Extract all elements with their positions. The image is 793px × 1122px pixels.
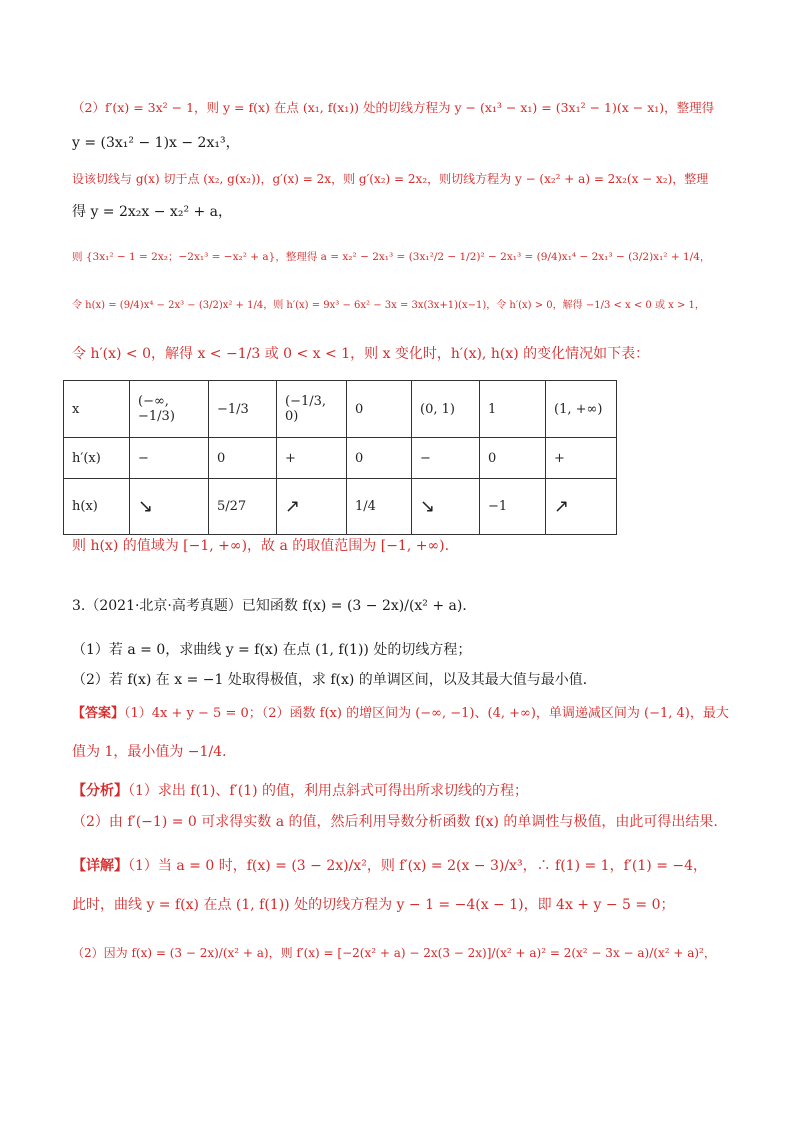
table-cell: − <box>130 438 209 479</box>
problem-statement: 3.（2021·北京·高考真题）已知函数 f(x) = (3 − 2x)/(x² + a)． <box>72 598 477 614</box>
increasing-arrow-icon: ↗ <box>277 479 347 535</box>
solution-line-2: y = (3x₁² − 1)x − 2x₁³， <box>72 135 240 151</box>
answer-line-1 <box>72 704 732 724</box>
table-cell: 0 <box>347 381 412 438</box>
table-cell: (−1/3, 0) <box>277 381 347 438</box>
solution-line-4: 得 y = 2x₂x − x₂² + a， <box>72 204 233 220</box>
answer-text: （1）4x + y − 5 = 0；（2）函数 f(x) 的增区间为 (−∞, −1)、(4, +∞)，单调递减区间为 (−1, 4)，最大 <box>124 706 729 721</box>
solution-line-3: 设该切线与 g(x) 切于点 (x₂, g(x₂))，g′(x) = 2x，则 g′(x₂) = 2x₂，则切线方程为 y − (x₂² + a) = 2x₂(x − x₂)，整理 <box>72 172 709 186</box>
table-cell: 0 <box>347 438 412 479</box>
table-cell: 1/4 <box>347 479 412 535</box>
analysis-line-2: （2）由 f′(−1) = 0 可求得实数 a 的值，然后利用导数分析函数 f(x) 的单调性与极值，由此可得出结果. <box>72 814 718 830</box>
decreasing-arrow-icon: ↘ <box>130 479 209 535</box>
solution-line-5: 则 {3x₁² − 1 = 2x₂；−2x₁³ = −x₂² + a}，整理得 a = x₂² − 2x₁³ = (3x₁²/2 − 1/2)² − 2x₁³ = (9/4)x₁⁴ − 2x₁³ − (3/2)x₁² + 1/4， <box>72 251 711 263</box>
detail-line-1 <box>72 856 732 876</box>
solution-line-8: 则 h(x) 的值域为 [−1, +∞)，故 a 的取值范围为 [−1, +∞). <box>72 538 450 554</box>
answer-line-2: 值为 1，最小值为 −1/4． <box>72 744 237 760</box>
table-cell: + <box>546 438 617 479</box>
decreasing-arrow-icon: ↘ <box>412 479 480 535</box>
analysis-text: （1）求出 f(1)、f′(1) 的值，利用点斜式可得出所求切线的方程； <box>128 783 529 799</box>
detail-line-2: 此时，曲线 y = f(x) 在点 (1, f(1)) 处的切线方程为 y − 1 = −4(x − 1)，即 4x + y − 5 = 0； <box>72 897 675 913</box>
table-cell: h′(x) <box>64 438 130 479</box>
problem-part-2: （2）若 f(x) 在 x = −1 处取得极值，求 f(x) 的单调区间，以及其最大值与最小值． <box>72 672 597 688</box>
detail-tag: 【详解】 <box>72 858 128 874</box>
table-cell: 0 <box>209 438 277 479</box>
table-cell: 1 <box>480 381 546 438</box>
table-cell: (1, +∞) <box>546 381 617 438</box>
table-cell: x <box>64 381 130 438</box>
analysis-tag: 【分析】 <box>72 783 128 799</box>
table-cell: (0, 1) <box>412 381 480 438</box>
table-cell: + <box>277 438 347 479</box>
table-cell: −1 <box>480 479 546 535</box>
table-row-function <box>64 479 617 535</box>
table-row-derivative <box>64 438 617 479</box>
table-row-x <box>64 381 617 438</box>
table-cell: 0 <box>480 438 546 479</box>
table-cell: h(x) <box>64 479 130 535</box>
answer-tag: 【答案】 <box>72 706 125 721</box>
table-cell: 5/27 <box>209 479 277 535</box>
analysis-line-1 <box>72 781 732 801</box>
solution-line-7: 令 h′(x) < 0，解得 x < −1/3 或 0 < x < 1，则 x 变化时，h′(x), h(x) 的变化情况如下表： <box>72 346 650 362</box>
table-cell: (−∞, −1/3) <box>130 381 209 438</box>
solution-line-1: （2）f′(x) = 3x² − 1，则 y = f(x) 在点 (x₁, f(x₁)) 处的切线方程为 y − (x₁³ − x₁) = (3x₁² − 1)(x − x₁)，整理得 <box>72 100 715 115</box>
variation-table <box>63 380 617 535</box>
detail-text: （1）当 a = 0 时，f(x) = (3 − 2x)/x²，则 f′(x) = 2(x − 3)/x³，∴ f(1) = 1，f′(1) = −4， <box>128 858 708 874</box>
solution-line-6: 令 h(x) = (9/4)x⁴ − 2x³ − (3/2)x² + 1/4，则 h′(x) = 9x³ − 6x² − 3x = 3x(3x+1)(x−1)，令 h′(x) > 0，解得 −1/3 < x < 0 或 x > 1， <box>72 300 705 311</box>
detail-line-3: （2）因为 f(x) = (3 − 2x)/(x² + a)，则 f′(x) = [−2(x² + a) − 2x(3 − 2x)]/(x² + a)² = 2(x² − 3x − a)/(x² + a)²， <box>72 946 716 960</box>
increasing-arrow-icon: ↗ <box>546 479 617 535</box>
problem-part-1: （1）若 a = 0，求曲线 y = f(x) 在点 (1, f(1)) 处的切线方程； <box>72 642 472 658</box>
table-cell: − <box>412 438 480 479</box>
table-cell: −1/3 <box>209 381 277 438</box>
